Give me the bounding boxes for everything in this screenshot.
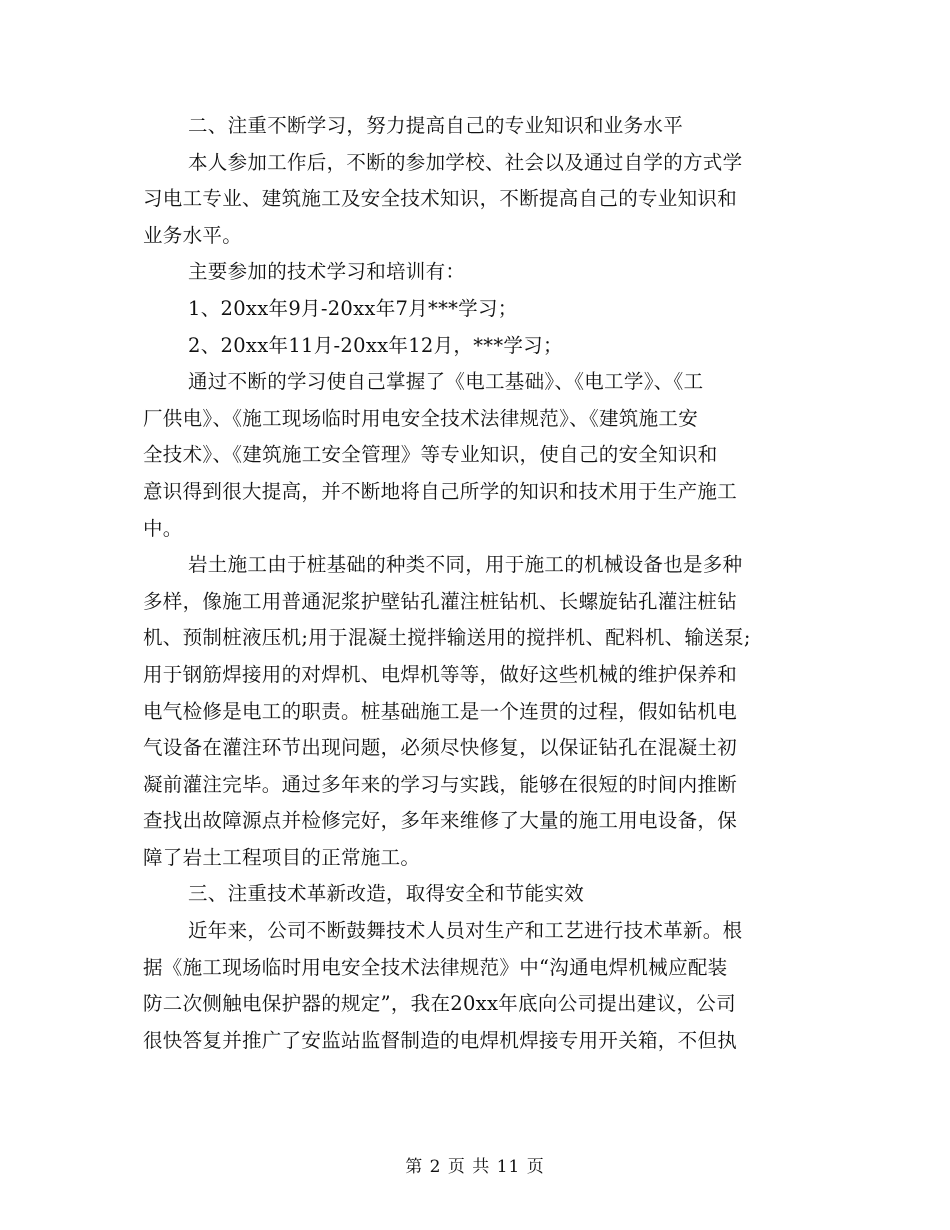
document-body [143, 108, 803, 1059]
text-line: 多样，像施工用普通泥浆护壁钻孔灌注桩钻机、长螺旋钻孔灌注桩钻 [143, 589, 738, 613]
text-line: 据《施工现场临时用电安全技术法律规范》中“沟通电焊机械应配装 [143, 955, 728, 979]
text-line: 近年来，公司不断鼓舞技术人员对生产和工艺进行技术革新。根 [188, 919, 743, 943]
text-line: 通过不断的学习使自己掌握了《电工基础》、《电工学》、《工 [188, 370, 704, 394]
section-heading: 二、注重不断学习，努力提高自己的专业知识和业务水平 [188, 114, 684, 137]
text-line: 电气检修是电工的职责。桩基础施工是一个连贯的过程，假如钻机电 [143, 699, 738, 723]
text-line: 主要参加的技术学习和培训有： [188, 260, 466, 284]
text-line: 厂供电》、《施工现场临时用电安全技术法律规范》、《建筑施工安 [143, 406, 699, 430]
text-line: 防二次侧触电保护器的规定”，我在20xx年底向公司提出建议，公司 [143, 992, 736, 1016]
text-line: 障了岩土工程项目的正常施工。 [143, 845, 421, 869]
text-line: 意识得到很大提高，并不断地将自己所学的知识和技术用于生产施工 [143, 479, 738, 503]
text-line: 凝前灌注完毕。通过多年来的学习与实践，能够在很短的时间内推断 [143, 772, 738, 796]
text-line: 很快答复并推广了安监站监督制造的电焊机焊接专用开关箱，不但执 [143, 1028, 738, 1052]
text-line: 气设备在灌注环节出现问题，必须尽快修复，以保证钻孔在混凝土初 [143, 736, 738, 760]
section-heading: 三、注重技术革新改造，取得安全和节能实效 [188, 882, 585, 906]
text-line: 全技术》、《建筑施工安全管理》等专业知识，使自己的安全知识和 [143, 443, 718, 467]
text-line: 中。 [143, 516, 183, 540]
text-line: 岩土施工由于桩基础的种类不同，用于施工的机械设备也是多种 [188, 553, 743, 577]
list-item: 1、20xx年9月-20xx年7月***学习； [188, 296, 518, 320]
text-line: 习电工专业、建筑施工及安全技术知识，不断提高自己的专业知识和 [143, 187, 738, 211]
text-line: 机、预制桩液压机;用于混凝土搅拌输送用的搅拌机、配料机、输送泵; [143, 626, 751, 650]
text-line: 业务水平。 [143, 223, 243, 247]
text-line: 本人参加工作后，不断的参加学校、社会以及通过自学的方式学 [188, 150, 743, 174]
text-line: 用于钢筋焊接用的对焊机、电焊机等等，做好这些机械的维护保养和 [143, 662, 738, 686]
list-item: 2、20xx年11月-20xx年12月，***学习； [188, 333, 563, 357]
text-line: 查找出故障源点并检修完好，多年来维修了大量的施工用电设备，保 [143, 809, 738, 833]
page-number-footer: 第 2 页 共 11 页 [405, 1157, 545, 1177]
